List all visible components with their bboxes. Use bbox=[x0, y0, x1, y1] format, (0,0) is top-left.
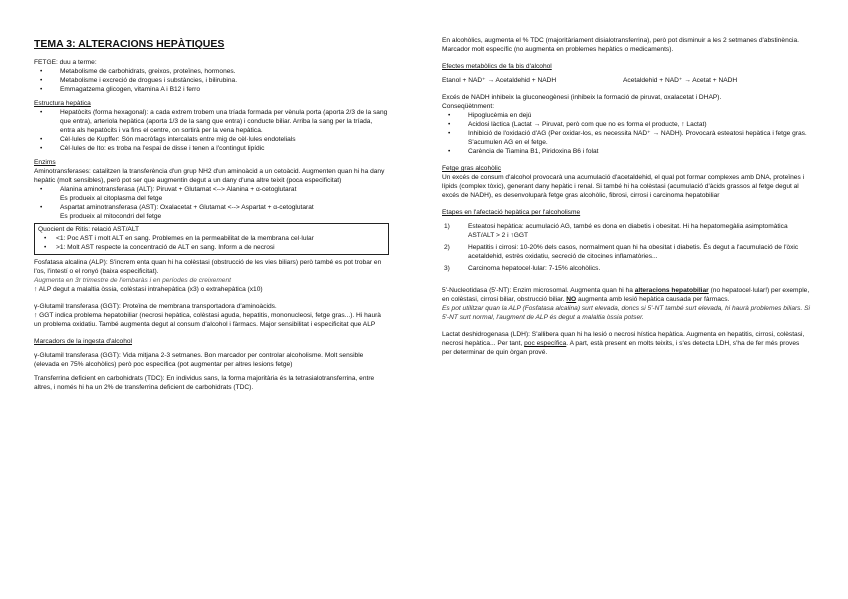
marc-tdc: Transferrina deficient en carbohidrats (TDC): En individus sans, la forma majoritària és la tetrasialotransferrina, entre altres, i només hi ha un 2% de transferrina deficient de carbohidrats (TDC). bbox=[34, 375, 375, 391]
estructura-list bbox=[34, 108, 389, 153]
list-item: • Metabolisme de carbohidrats, greixos, proteïnes, hormones. bbox=[60, 67, 389, 76]
list-item: • Cèl·lules de Kupffer: Són macròfags intercalats entre mig de cèl·lules endotelials bbox=[60, 135, 389, 144]
list-item bbox=[60, 185, 389, 203]
tdc-intro: En alcohòlics, augmenta el % TDC (majoritàriament disialotransferrina), però pot disminuir a les 2 setmanes d'abstinència. bbox=[442, 37, 799, 44]
fetge-gras-text: Un excés de consum d'alcohol provocarà una acumulació d'acetaldehid, el qual pot formar complexes amb DNA, proteïnes i lípids (complex tòxic), generant dany hepàtic i renal. Si també hi ha colèstasi (acumulació d'àcids grassos al fetge degut al excés de NADH), es desenvoluparà fetge gras alcohòlic, fibrosi, cirrosi i carcinoma hepatobiliar bbox=[442, 174, 805, 199]
etapa-extra: AST/ALT > 2 i ↑GGT bbox=[468, 232, 529, 239]
list-item: • Carència de Tiamina B1, Piridoxina B6 i folat bbox=[468, 147, 810, 156]
nadh-text: Excés de NADH inhibeix la gluconeogènesi (inhibeix la formació de piruvat, oxalacetat i DHAP). bbox=[442, 94, 722, 101]
equations bbox=[442, 76, 810, 85]
list-item: 3) Carcinoma hepatocel·lular: 7-15% alcohòlics. bbox=[444, 265, 601, 272]
ritis-title: Quocient de Ritis: relació AST/ALT bbox=[38, 226, 140, 233]
tdc-intro-2: Marcador molt específic (no augmenta en problemes hepàtics o medicaments). bbox=[442, 46, 674, 53]
ritis-row: • >1: Molt AST respecte la concentració de ALT en sang. Inform a de necrosi bbox=[44, 244, 275, 251]
etapes-list bbox=[442, 222, 810, 273]
fetge-heading: FETGE: duu a terme: bbox=[34, 59, 97, 66]
aminotransferases-list bbox=[34, 185, 389, 221]
list-item: • Inhibició de l'oxidació d'AG (Per oxidar-los, es necessita NAD⁺ → NADH). Provocarà esteatosi hepàtica i fetge gras. S'acumulen AG en el fetge. bbox=[468, 129, 810, 147]
enzims-intro: Aminotransferases: catalitzen la transferència d'un grup NH2 d'un aminoàcid a un cetoàcid. Augmenten quan hi ha dany hepàtic (molt sensibles), però pot ser que augmentin degut a un dany d'una altre teixit (poca especificitat) bbox=[34, 168, 385, 184]
list-item bbox=[60, 203, 389, 221]
list-item: • Hepatòcits (forma hexagonal): a cada extrem trobem una tríada formada per vènula porta (aporta 2/3 de la sang que entra), arteriola hepàtica (aporta 1/3 de la sang que entra) i conducte biliar. Arriba la sang per la tríada, entra als hepatòcits i va fins el centre, on sortirà per la vena hepàtica. bbox=[60, 108, 389, 135]
marcadors-heading: Marcadors de la ingesta d'alcohol bbox=[34, 338, 133, 345]
consequencies-heading: Conseqüètnment: bbox=[442, 103, 495, 110]
ritis-box bbox=[34, 223, 389, 255]
alp-italic-note: Augmenta en 3r trimestre de l'embaràs i en períodes de creixement bbox=[34, 277, 231, 284]
equation-right: Acetaldehid + NAD⁺ → Acetat + NADH bbox=[623, 77, 738, 84]
marc-ggt: γ-Glutamil transferasa (GGT): Vida mitjana 2-3 setmanes. Bon marcador per controlar alcoholisme. Molt sensible (elevada en 75% alcohòlics) però poc específica (pot augmentar per altres lesions fetge) bbox=[34, 352, 364, 368]
nucleotidasa-text: 5'-Nucleotidasa (5'-NT): Enzim microsomal. Augmenta quan hi ha alteracions hepatobiliar (no hepatocel·lular!) per exemple, en colèstasi, cirrosi biliar, obstrucció biliar. NO augmenta amb lesió hepàtica causada per fàrmacs. bbox=[442, 287, 810, 303]
left-column bbox=[34, 30, 389, 392]
alt-sub: Es produeix al citoplasma del fetge bbox=[60, 195, 163, 202]
etapes-heading: Etapes en l'afectació hepàtica per l'alcoholisme bbox=[442, 209, 581, 216]
alp-increase: ↑ ALP degut a malaltia òssia, colèstasi intrahepàtica (x3) o extrahepàtica (x10) bbox=[34, 286, 263, 293]
ldh-text: Lactat deshidrogenasa (LDH): S'allibera quan hi ha lesió o necrosi hística hepàtica. Augmenta en hepatitis, cirrosi, colèstasi, necrosi hepàtica... Per tant, poc específica. A part, està present en molts teixits, i s'es detecta LDH, s'ha de fer més proves per determinar de quin òrgan prové. bbox=[442, 331, 805, 356]
alt-line: • Alanina aminotransferasa (ALT): Piruvat + Glutamat <--> Alanina + α-cetoglutarat bbox=[60, 186, 297, 193]
list-item: 2) Hepatitis i cirrosi: 10-20% dels casos, normalment quan hi ha obesitat i diabetis. És degut a l'acumulació de l'òxic acetaldehid, estrès oxidatiu, secreció de citocines inflamatòries... bbox=[444, 244, 799, 260]
equation-left: Etanol + NAD⁺ → Acetaldehid + NADH bbox=[442, 77, 557, 84]
page-title: TEMA 3: ALTERACIONS HEPÀTIQUES bbox=[34, 38, 225, 50]
list-item: • Cèl·lules de Ito: es troba na l'espai de disse i tenen a l'contingut lipídic bbox=[60, 144, 389, 153]
list-item: • Emmagatzema glicogen, vitamina A i B12 i ferro bbox=[60, 85, 389, 94]
ggt-increase: ↑ GGT indica problema hepatobiliar (necrosi hepàtica, colèstasi aguda, hepatitis, mononucleosi, fetge gras...). Hi haurà un problema oxidatiu. També augmenta degut al consum d'alcohol i fàrmacs. Major sensibilitat i especificitat que ALP bbox=[34, 312, 381, 328]
list-item: • Metabolisme i excreció de drogues i substàncies, i bilirubina. bbox=[60, 76, 389, 85]
ritis-row: • <1: Poc AST i molt ALT en sang. Problemes en la permeabilitat de la membrana cel·lular bbox=[44, 235, 314, 242]
consequencies-list bbox=[442, 111, 810, 156]
fetge-list bbox=[34, 67, 389, 94]
alp-text: Fosfatasa alcalina (ALP): S'increm enta quan hi ha colèstasi (obstrucció de les vies biliars) però també es pot trobar en l'os, l'intestí o el ronyó (baixa especificitat). bbox=[34, 259, 382, 275]
ast-line: • Aspartat aminotransferasa (AST): Oxalacetat + Glutamat <--> Aspartat + α-cetoglutarat bbox=[60, 204, 314, 211]
ast-sub: Es produeix al mitocondri del fetge bbox=[60, 213, 162, 220]
estructura-heading: Estructura hepàtica bbox=[34, 100, 91, 107]
right-column bbox=[442, 36, 810, 357]
list-item: 1) Esteatosi hepàtica: acumulació AG, també es dona en diabetis i obesitat. Hi ha hepatomegàlia asimptomàtica AST/ALT > 2 i ↑GGT bbox=[468, 222, 810, 240]
enzims-heading: Enzims bbox=[34, 159, 56, 166]
list-item: • Acidosi làctica (Lactat → Piruvat, però com que no es forma el producte, ↑ Lactat) bbox=[468, 120, 810, 129]
ggt-text: γ-Glutamil transferasa (GGT): Proteïna de membrana transportadora d'aminoàcids. bbox=[34, 303, 277, 310]
list-item: • Hipoglucèmia en dejú bbox=[468, 111, 810, 120]
efectes-heading: Efectes metabòlics de fa bis d'alcohol bbox=[442, 63, 552, 70]
nucleotidasa-italic: Es pot utilitzar quan la ALP (Fosfatasa alcalina) surt elevada, doncs si 5'-NT també surt elevada, hi haurà problemes biliars. Si 5'-NT surt normal, l'augment de ALP és degut a malaltia òssia potser. bbox=[442, 305, 811, 321]
fetge-gras-heading: Fetge gras alcohòlic bbox=[442, 165, 502, 172]
